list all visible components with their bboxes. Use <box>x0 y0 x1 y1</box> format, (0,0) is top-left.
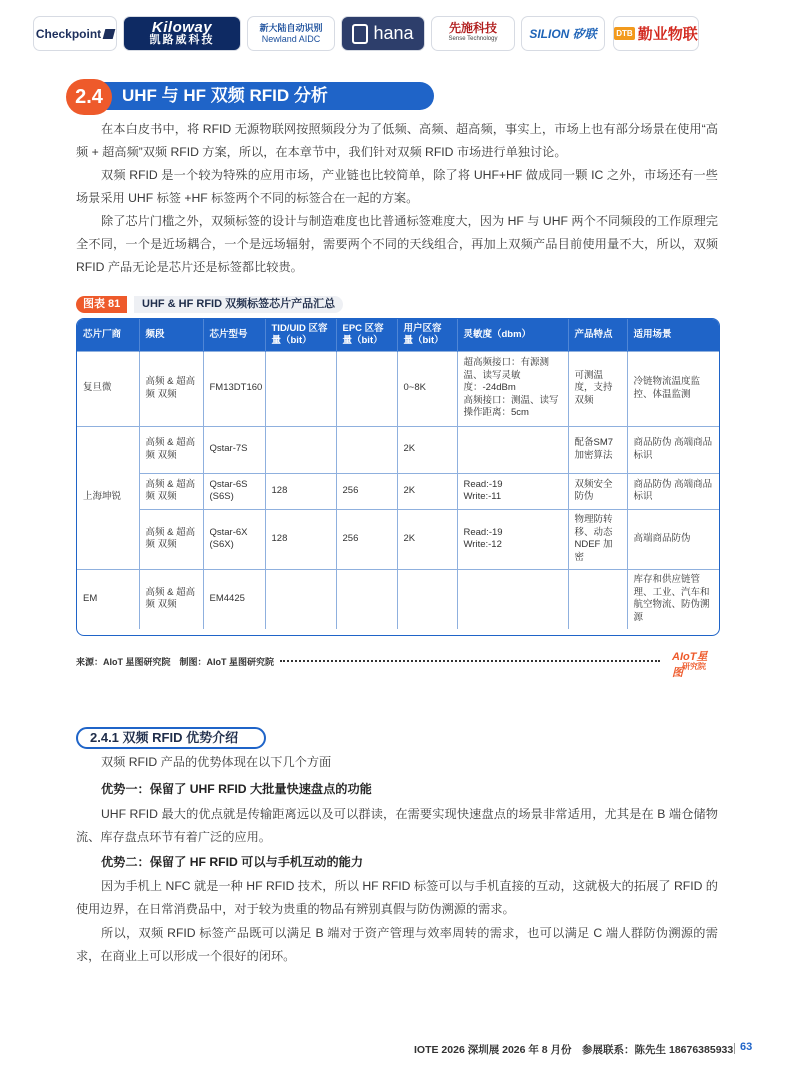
footer-separator <box>734 1043 735 1054</box>
silion-logo <box>521 16 605 51</box>
figure-number: 图表 81 <box>76 296 127 313</box>
table-header-cell: 频段 <box>139 319 203 351</box>
checkpoint-mark-icon <box>103 29 116 39</box>
dtb-logo-cn: 勤业物联 <box>637 26 698 43</box>
kiloway-logo-en: Kiloway <box>151 18 213 36</box>
scenario-cell: 库存和供应链管理、工业、汽车和航空物流、防伪溯源 <box>627 569 719 629</box>
dtb-logo-tag: DTB <box>616 29 633 38</box>
figure-title: UHF & HF RFID 双频标签芯片产品汇总 <box>134 296 343 313</box>
aiot-logo-line1: AIoT星图 <box>672 651 708 679</box>
advantage-2-text: 因为手机上 NFC 就是一种 HF RFID 技术，所以 HF RFID 标签可以与手机直接的互动，这就极大的拓展了 RFID 的使用边界，在日常消费品中，对于较为贵重的物品有辨别真假与防伪溯源的需求。 <box>76 879 718 916</box>
features-cell: 配备SM7 加密算法 <box>568 426 627 473</box>
epc-cell: 256 <box>336 473 397 509</box>
user-cell <box>397 569 457 629</box>
tid-cell: 128 <box>265 473 336 509</box>
epc-cell <box>336 426 397 473</box>
features-cell: 双频安全防伪 <box>568 473 627 509</box>
hana-logo <box>341 16 425 51</box>
dotted-divider <box>280 660 660 662</box>
sense-logo-en: Sense Technology <box>448 35 498 42</box>
table-header-cell: EPC 区容量（bit） <box>336 319 397 351</box>
aiot-logo <box>664 648 718 679</box>
table-row <box>77 426 719 473</box>
advantage-1-text: UHF RFID 最大的优点就是传输距离远以及可以群读，在需要实现快速盘点的场景非常适用，尤其是在 B 端仓储物流、库存盘点环节有着广泛的应用。 <box>76 807 718 844</box>
figure-source: 来源：AIoT 星图研究院 制图：AIoT 星图研究院 <box>76 657 274 667</box>
epc-cell <box>336 351 397 426</box>
table-header-cell: 灵敏度（dbm） <box>457 319 568 351</box>
model-cell: EM4425 <box>203 569 265 629</box>
section-title: UHF 与 HF 双频 RFID 分析 <box>100 82 434 110</box>
sensitivity-cell: 超高频接口：有源测温、读写灵敏度：-24dBm 高频接口：测温、读写操作距离：5cm <box>457 351 568 426</box>
vendor-cell: 复旦微 <box>77 351 139 426</box>
scenario-cell: 商品防伪 高端商品标识 <box>627 426 719 473</box>
table-row <box>77 509 719 569</box>
model-cell: Qstar-6S (S6S) <box>203 473 265 509</box>
features-cell <box>568 569 627 629</box>
kiloway-logo-cn: 凯路威科技 <box>149 33 215 46</box>
table-header-cell: 芯片厂商 <box>77 319 139 351</box>
silion-logo-text: SILION 矽联 <box>529 27 597 41</box>
table-row <box>77 351 719 426</box>
page-number: 63 <box>740 1041 753 1053</box>
aiot-logo-line2: 研究院 <box>682 662 706 671</box>
hana-mark-icon <box>352 24 368 44</box>
sense-logo <box>431 16 515 51</box>
features-cell: 可测温度，支持双频 <box>568 351 627 426</box>
body-paragraph-1: 在本白皮书中，将 RFID 无源物联网按照频段分为了低频、高频、超高频，事实上，市场上也有部分场景在使用“高频 + 超高频”双频 RFID 方案，所以，在本章节中，我们针对双频 RFID 市场进行单独讨论。 <box>76 122 718 159</box>
table-header-cell: 用户区容量（bit） <box>397 319 457 351</box>
band-cell: 高频 & 超高频 双频 <box>139 351 203 426</box>
user-cell: 2K <box>397 473 457 509</box>
model-cell: Qstar-6X (S6X) <box>203 509 265 569</box>
checkpoint-logo-text: Checkpoint <box>35 26 102 41</box>
footer-contact: IOTE 2026 深圳展 2026 年 8 月份 参展联系：陈先生 18676385933 <box>414 1044 734 1056</box>
body-paragraph-2: 双频 RFID 是一个较为特殊的应用市场，产业链也比较简单，除了将 UHF+HF 做成同一颗 IC 之外，市场还有一些场景采用 UHF 标签 +HF 标签两个不同的标签合在一起的方案。 <box>76 168 718 205</box>
tid-cell <box>265 426 336 473</box>
tid-cell <box>265 569 336 629</box>
body-paragraph-3: 除了芯片门槛之外，双频标签的设计与制造难度也比普通标签难度大，因为 HF 与 UHF 两个不同频段的工作原理完全不同，一个是近场耦合，一个是远场辐射，需要两个不同的天线组合，再加上双频产品目前使用量不大，所以，双频 RFID 产品无论是芯片还是标签都比较贵。 <box>76 214 718 274</box>
section-number: 2.4 <box>66 79 112 115</box>
subsection-intro: 双频 RFID 产品的优势体现在以下几个方面 <box>101 755 332 769</box>
partner-logo-bar <box>33 16 698 52</box>
conclusion-paragraph: 所以，双频 RFID 标签产品既可以满足 B 端对于资产管理与效率周转的需求，也可以满足 C 端人群防伪溯源的需求，在商业上可以形成一个很好的闭环。 <box>76 926 718 963</box>
band-cell: 高频 & 超高频 双频 <box>139 426 203 473</box>
features-cell: 物理防转移、动态NDEF 加密 <box>568 509 627 569</box>
chip-table <box>76 318 720 636</box>
newland-logo-en: Newland AIDC <box>261 33 321 44</box>
sense-logo-cn: 先施科技 <box>448 20 497 35</box>
tid-cell <box>265 351 336 426</box>
user-cell: 2K <box>397 509 457 569</box>
epc-cell <box>336 569 397 629</box>
subsection-title: 2.4.1 双频 RFID 优势介绍 <box>76 727 266 749</box>
table-header-cell: 产品特点 <box>568 319 627 351</box>
table-row <box>77 473 719 509</box>
band-cell: 高频 & 超高频 双频 <box>139 473 203 509</box>
hana-logo-text: hana <box>373 23 414 43</box>
scenario-cell: 高端商品防伪 <box>627 509 719 569</box>
user-cell: 2K <box>397 426 457 473</box>
advantage-1-title: 优势一：保留了 UHF RFID 大批量快速盘点的功能 <box>101 782 372 796</box>
model-cell: FM13DT160 <box>203 351 265 426</box>
advantage-2-title: 优势二：保留了 HF RFID 可以与手机互动的能力 <box>101 855 364 869</box>
model-cell: Qstar-7S <box>203 426 265 473</box>
sensitivity-cell <box>457 569 568 629</box>
vendor-cell: EM <box>77 569 139 629</box>
table-header-cell: 适用场景 <box>627 319 719 351</box>
table-header-row <box>77 319 719 351</box>
user-cell: 0~8K <box>397 351 457 426</box>
checkpoint-logo <box>33 16 117 51</box>
dtb-logo <box>613 16 699 51</box>
sensitivity-cell <box>457 426 568 473</box>
vendor-cell: 上海坤锐 <box>77 426 139 569</box>
kiloway-logo <box>123 16 241 51</box>
table-header-cell: 芯片型号 <box>203 319 265 351</box>
sensitivity-cell: Read:-19 Write:-11 <box>457 473 568 509</box>
scenario-cell: 冷链物流温度监控、体温监测 <box>627 351 719 426</box>
band-cell: 高频 & 超高频 双频 <box>139 569 203 629</box>
scenario-cell: 商品防伪 高端商品标识 <box>627 473 719 509</box>
band-cell: 高频 & 超高频 双频 <box>139 509 203 569</box>
newland-logo <box>247 16 335 51</box>
tid-cell: 128 <box>265 509 336 569</box>
table-header-cell: TID/UID 区容量（bit） <box>265 319 336 351</box>
epc-cell: 256 <box>336 509 397 569</box>
table-row <box>77 569 719 629</box>
sensitivity-cell: Read:-19 Write:-12 <box>457 509 568 569</box>
newland-logo-cn: 新大陆自动识别 <box>259 22 323 33</box>
